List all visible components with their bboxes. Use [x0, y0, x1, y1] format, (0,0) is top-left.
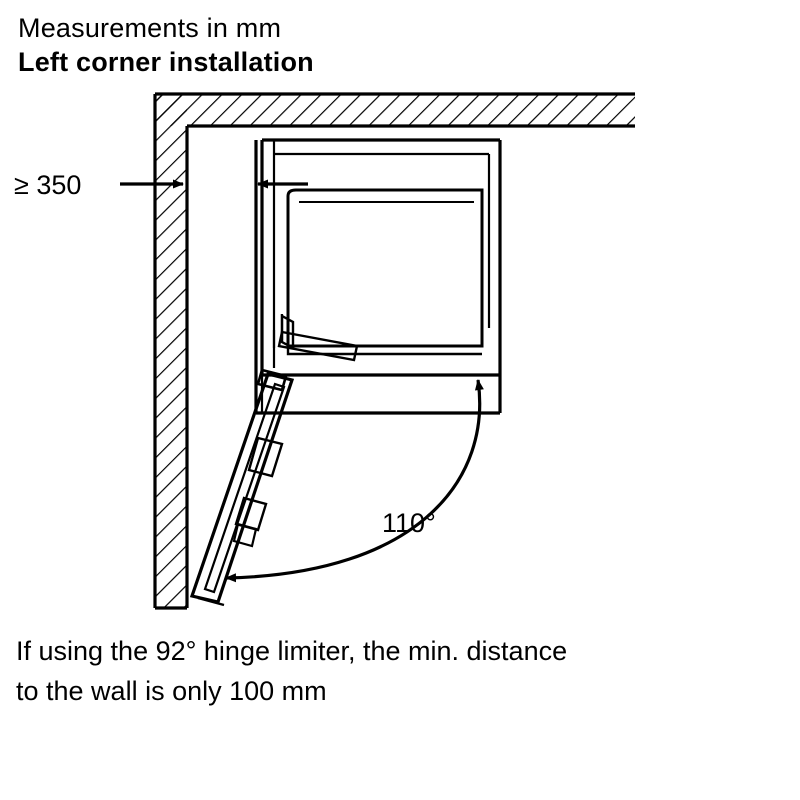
page-title: Left corner installation	[18, 47, 314, 77]
built-in-appliance-body	[256, 140, 500, 413]
footnote-line-1: If using the 92° hinge limiter, the min. distance	[16, 636, 568, 666]
installation-diagram	[0, 78, 800, 618]
footnote-line-2: to the wall is only 100 mm	[16, 676, 327, 706]
hatched-ceiling-top	[155, 94, 635, 126]
open-appliance-door	[192, 370, 292, 605]
wall-clearance-label: ≥ 350	[14, 170, 82, 200]
door-angle-label: 110°	[382, 508, 436, 538]
hatched-wall-left	[155, 94, 187, 608]
measurements-units-note: Measurements in mm	[18, 13, 282, 43]
door-swing-arc	[226, 380, 480, 578]
diagram-svg	[0, 78, 800, 618]
